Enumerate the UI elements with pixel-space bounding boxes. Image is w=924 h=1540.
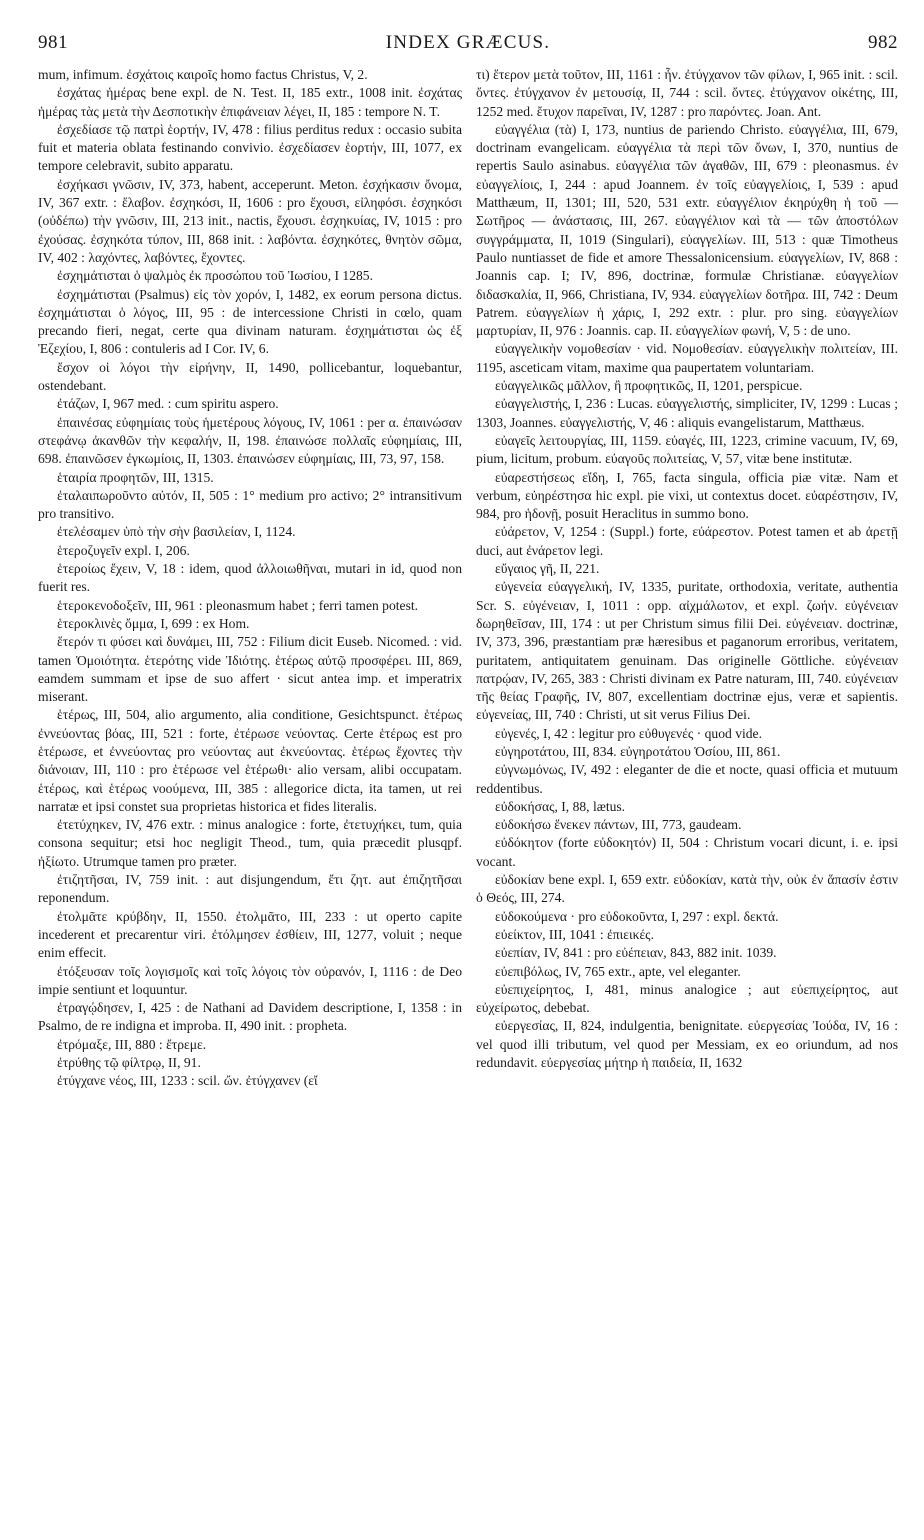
index-entry: ἐτρόμαξε, III, 880 : ἔτρεμε. bbox=[57, 1036, 207, 1052]
page-number-right: 982 bbox=[868, 32, 898, 53]
index-entry: ἐτάζων, I, 967 med. : cum spiritu aspero. bbox=[57, 396, 279, 412]
index-entry: ἐτρύθης τῷ φίλτρῳ, II, 91. bbox=[57, 1055, 201, 1071]
index-entry: ἔσχον οἱ λόγοι τὴν εἰρήνην, II, 1490, pollicebantur, loquebantur, ostendebant. bbox=[38, 359, 462, 394]
index-entry: ἑτεροζυγεῖν expl. I, 206. bbox=[57, 542, 190, 558]
index-entry: ἐτολμᾶτε κρύβδην, II, 1550. ἐτολμᾶτο, III, 233 : ut operto capite incederent et precarentur viri. ἐτόλμησεν ἐσθίειν, III, 1277, voluit ; neque enim effecit. bbox=[38, 908, 462, 961]
index-entry: εὐαγγέλια (τὰ) I, 173, nuntius de pariendo Christo. εὐαγγέλια, III, 679, doctrinam evangelicam. εὐαγγέλια τὰ περὶ τῶν ὄνων, I, 370, nuntius de repertis Saulo asinabus. εὐαγγέλια τῶν ἀγαθῶν, III, 679 : pleonasmus. ἐν εὐαγγελίοις, I, 244 : apud Joannem. ἐν τοῖς εὐαγγελίοις, I, 539 : apud Matthæum, II, 1301; III, 520, 531 extr. εὐαγγέλιον ἐκηρύχθη ἡ τοῦ — Σωτῆρος — ἀνάστασις, III, 267. εὐαγγέλιον καὶ τὰ — τῶν ἀποστόλων συγγράμματα, II, 1019 (Singulari), εὐαγγελίων. III, 513 : quæ Timotheus Paulo nuntiasset de fide et amore Thessalonicensium. εὐαγγελίων, IV, 868 : Joannis cap. I; IV, 896, doctrinæ, formulæ Christianæ. εὐαγγελίων διδασκαλία, II, 966, Christiana, IV, 934. εὐαγγελίων δοτῆρα. III, 742 : Deum Patrem. εὐαγγελίων ἡ χάρις, I, 292 extr. : plur. pro sing. εὐαγγελίων μαρτυρίαν, II, 976 : Joannis. cap. II. εὐαγγελίων φωνή, V, 5 : de uno. bbox=[476, 121, 898, 339]
page-header bbox=[38, 32, 898, 54]
right-column bbox=[476, 66, 898, 1528]
index-entry: εὐδοκήσας, I, 88, lætus. bbox=[495, 798, 626, 814]
index-entry: ἑταιρία προφητῶν, III, 1315. bbox=[57, 469, 214, 485]
index-entry: ἐταλαιπωροῦντο αὐτόν, II, 505 : 1° medium pro activo; 2° intransitivum pro transitivo. bbox=[38, 487, 462, 522]
index-entry: ἕτερόν τι φύσει καὶ δυνάμει, III, 752 : Filium dicit Euseb. Nicomed. : vid. tamen Ὁμοιότητα. ἑτερότης vide Ἰδιότης. ἑτέρως αὐτῷ προσφέρει. III, 869, eamdem summam et ipse de suo affert · sicut antea imp. et imperatrix miserant. bbox=[38, 634, 462, 705]
index-entry: ἐτόξευσαν τοῖς λογισμοῖς καὶ τοῖς λόγοις τὸν οὐρανόν, I, 1116 : de Deo impie sentiunt et loquuntur. bbox=[38, 963, 462, 997]
index-entry: εὐγηροτάτου, III, 834. εὐγηροτάτου Ὁσίου, III, 861. bbox=[495, 743, 781, 759]
index-entry: ἑτέρως, III, 504, alio argumento, alia conditione, Gesichtspunct. ἑτέρως ἐννεύοντας βόας, III, 521 : forte, ἐτέρωσε νεύοντας. Certe ἑτέρως est pro ἑτέρωσε, et ἐννεύοντας pro νεύοντας aut ἐκνεύοντας. ἑτέρως ἔχοντες τὴν διάνοιαν, III, 110 : pro ἑτέρωσε vel ἑτέρωθι· alio versam, alibi occupatam. ἑτέρως, καὶ ἑτέρως νοούμενα, III, 385 : allegorice dicta, ita tamen, ut rei narratæ et ipsi constet sua proprietas historica et fides literalis. bbox=[38, 707, 462, 814]
index-entry: εὐείκτον, III, 1041 : ἐπιεικές. bbox=[495, 926, 654, 942]
index-entry: εὐγενεία εὐαγγελική, IV, 1335, puritate, orthodoxia, veritate, authentia Scr. S. εὐγένειαν, I, 1011 : opp. αἰχμάλωτον, et expl. ζωήν. εὐγένειαν δωρηθεῖσαν, III, 174 : ut per Christum simus filii Dei. εὐγένειαν. doctrinæ, IV, 373, 396, præstantiam præ hæresibus et paganorum erroribus, veritatem, puritatem, antiquitatem genuinam. Das originelle Göttliche. εὐγένειαν πατρῴαν, IV, 265, 383 : Christi divinam ex Patre naturam, III, 740. εὐγένειαν τῆς θείας Γραφῆς, IV, 807, excellentiam doctrinæ ejus, veræ et sapientis. εὐγενείας, III, 740 : Christi, ut sit verus Filius Dei. bbox=[476, 579, 898, 723]
index-entry: ἐτύγχανε νέος, III, 1233 : scil. ὤν. ἐτύγχανεν (εἴ bbox=[57, 1073, 318, 1089]
index-entry: ἐτετύχηκεν, IV, 476 extr. : minus analogice : forte, ἐτετυχήκει, tum, quia consona sequitur; etsi hoc negligit Theod., tum, quia præcedit plusqpf. ἠξίωτο. Utrumque tamen pro præter. bbox=[38, 817, 462, 869]
index-entry: εὐαγγελιστής, I, 236 : Lucas. εὐαγγελιστής, simpliciter, IV, 1299 : Lucas ; 1303, Joannes. εὐαγγελιστής, V, 46 : aliquis evangelistarum, Matthæus. bbox=[476, 396, 898, 430]
running-title: INDEX GRÆCUS. bbox=[385, 32, 551, 53]
index-entry: ἐπαινέσας εὐφημίαις τοὺς ἡμετέρους λόγους, IV, 1061 : per α. ἐπαινώσαν στεφάνῳ ἀκανθῶν τὴν κεφαλήν, II, 198. ἐπαινώσε πολλαῖς εὐφημίαις, III, 698. ἐπαινῶσεν ἐγκωμίοις, II, 1303. ἐπαινώσεν εὐφημίαις, III, 73, 97, 158. bbox=[38, 414, 462, 467]
index-entry: εὐδοκίαν bene expl. I, 659 extr. εὐδοκίαν, κατὰ τὴν, οὐκ ἐν ἅπασίν ἐστιν ὁ Θεός, III, 274. bbox=[476, 872, 898, 906]
index-entry: mum, infimum. ἐσχάτοις καιροῖς homo factus Christus, V, 2. bbox=[38, 67, 368, 82]
index-entry: εὔγαιος γῆ, II, 221. bbox=[495, 561, 600, 577]
index-entry: εὐδοκήσω ἕνεκεν πάντων, III, 773, gaudeam. bbox=[495, 817, 742, 833]
index-entry: εὐεπίαν, IV, 841 : pro εὐέπειαν, 843, 882 init. 1039. bbox=[495, 945, 777, 961]
index-entry: ἑτεροκενοδοξεῖν, III, 961 : pleonasmum habet ; ferri tamen potest. bbox=[57, 597, 419, 613]
index-entry: εὐαγγελικῶς μᾶλλον, ἢ προφητικῶς, II, 1201, perspicue. bbox=[495, 378, 803, 394]
index-entry: ἑτεροκλινὲς ὄμμα, I, 699 : ex Hom. bbox=[57, 615, 250, 631]
index-entry: εὐαγγελικὴν νομοθεσίαν · vid. Νομοθεσίαν. εὐαγγελικὴν πολιτείαν, III. 1195, asceticam vitam, maxime qua paupertatem voluntariam. bbox=[476, 341, 898, 375]
index-entry: εὐαρεστήσεως εἴδη, I, 765, facta singula, officia piæ vitæ. Nam et verbum, εὐηρέστησα hic expl. pie vixi, ut contextus docet. εὐαρέστησιν, IV, 984, pro ἡδονῇ, posuit Heraclitus in summo bono. bbox=[476, 469, 898, 522]
index-entry: εὐγνωμόνως, IV, 492 : eleganter de die et nocte, quasi officia et mutuum reddentibus. bbox=[476, 762, 898, 796]
index-entry: εὐαγεῖς λειτουργίας, III, 1159. εὐαγές, III, 1223, crimine vacuum, IV, 69, pium, licitum, probum. εὐαγοῦς πολιτείας, V, 57, vitæ bene institutæ. bbox=[476, 432, 898, 467]
index-entry: εὐεργεσίας, II, 824, indulgentia, benignitate. εὐεργεσίας Ἰούδα, IV, 16 : vel quod illi tributum, vel quod per Messiam, ex eo oriundum, ad nos redundavit. εὐεργεσίας μήτηρ ἡ παιδεία, II, 1632 bbox=[476, 1018, 898, 1071]
index-entry: ἐτιζητῆσαι, IV, 759 init. : aut disjungendum, ἔτι ζητ. aut ἐπιζητῆσαι reponendum. bbox=[38, 872, 462, 906]
index-entry: εὐάρετον, V, 1254 : (Suppl.) forte, εὐάρεστον. Potest tamen et ab ἀρετῇ duci, aut ἐνάρετον legi. bbox=[476, 524, 898, 558]
index-entry: εὐδόκητον (forte εὐδοκητόν) II, 504 : Christum vocari dicunt, i. e. ipsi vocant. bbox=[476, 835, 898, 869]
index-entry: ἐτραγῴδησεν, I, 425 : de Nathani ad Davidem descriptione, I, 1358 : in Psalmo, de re indigna et improba. II, 490 init. : prophetа. bbox=[38, 1000, 462, 1034]
index-entry: τι) ἕτερον μετὰ τοῦτον, III, 1161 : ἦν. ἐτύγχανον τῶν φίλων, I, 965 init. : scil. ὄντες. ἐτύγχανον ἐν μετουσίᾳ, II, 744 : scil. ὄντες. ἐτύγχανον οἰκέτης, III, 1252 med. ἔτυχον παρεῖναι, IV, 1287 : pro παρόντες. Joan. Ant. bbox=[476, 67, 898, 119]
index-entry: ἐσχεδίασε τῷ πατρὶ ἑορτήν, IV, 478 : filius perditus redux : occasio subita fuit et materia oblata festinando convivio. ἐσχεδίασεν ἑορτήν, III, 1077, ex tempore celebravit, subito apparatu. bbox=[38, 121, 462, 174]
index-entry: ἐσχάτας ἡμέρας bene expl. de N. Test. II, 185 extr., 1008 init. ἐσχάτας ἡμέρας τὰς μετὰ τὴν Δεσποτικὴν ἐπιφάνειαν λέγει, II, 185 : tempore N. T. bbox=[38, 85, 462, 119]
left-column bbox=[38, 66, 462, 1528]
index-entry: ἐσχήκασι γνῶσιν, IV, 373, habent, acceperunt. Meton. ἐσχήκασιν ὄνομα, IV, 367 extr. : ἔλαβον. ἐσχηκόσι, II, 1606 : pro ἔχουσι, εἰληφόσι. ἐσχηκόσι (οὐδέπω) τὴν γνῶσιν, III, 213 init., nactis, ἔχουσι. ἐσχηκυίας, IV, 1015 : pro ἐχούσας. ἐσχηκότα τύπον, III, 868 init. : λαβόντα. ἐσχηκότες, θνητὸν σῶμα, IV, 402 : λαχόντες, λαβόντες, ἔχοντες. bbox=[38, 176, 462, 265]
index-entry: εὐεπιχείρητος, I, 481, minus analogice ; aut εὐεπιχείρητος, aut εὐχείρωτος, debebat. bbox=[476, 981, 898, 1016]
index-entry: εὐγενές, I, 42 : legitur pro εὐθυγενές · quod vide. bbox=[495, 725, 762, 741]
index-entry: εὐδοκούμενα · pro εὐδοκοῦντα, I, 297 : expl. δεκτά. bbox=[495, 908, 779, 924]
index-entry: ἑτεροίως ἔχειν, V, 18 : idem, quod ἀλλοιωθῆναι, mutari in id, quod non fuerit res. bbox=[38, 561, 462, 595]
page-number-left: 981 bbox=[38, 32, 68, 53]
index-entry: ἐσχημάτισται ὁ ψαλμὸς ἐκ προσώπου τοῦ Ἰωσίου, I 1285. bbox=[57, 268, 374, 284]
index-entry: ἐτελέσαμεν ὑπὸ τὴν σὴν βασιλείαν, I, 1124. bbox=[57, 524, 296, 540]
index-entry: ἐσχημάτισται (Psalmus) εἰς τὸν χορόν, I, 1482, ex eorum persona dictus. ἐσχημάτισται ὁ λόγος, III, 95 : de intercessione Christi in cœlo, quam precando fieri, negat, certe qua divinam naturam. ἐσχημάτισται ὡς ἐξ Ἐζεχίου, I, 806 : contuleris ad I Cor. IV, 6. bbox=[38, 286, 462, 357]
index-entry: εὐεπιβόλως, IV, 765 extr., apte, vel eleganter. bbox=[495, 963, 741, 979]
